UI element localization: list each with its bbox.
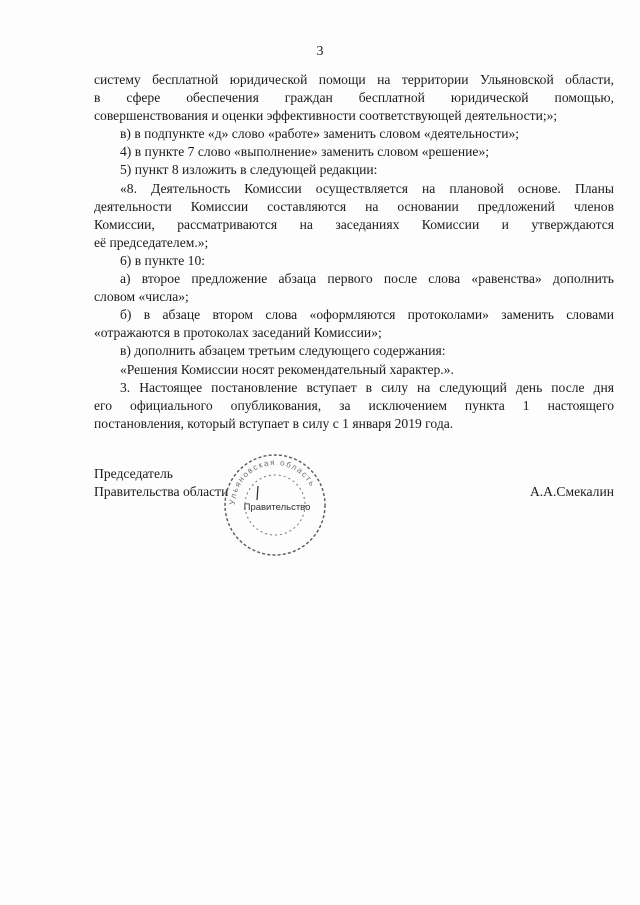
body-line: её председателем.»; — [94, 234, 209, 250]
signature-block — [94, 465, 614, 501]
document-body — [94, 71, 614, 433]
body-line: б) в абзаце втором слова «оформляются протоколами» заменить словами — [120, 307, 614, 323]
body-line: 5) пункт 8 изложить в следующей редакции: — [120, 162, 378, 178]
seal-ring-text: Ульяновская область — [227, 457, 318, 506]
official-seal — [220, 450, 330, 560]
body-line: 3. Настоящее постановление вступает в силу на следующий день после дня — [120, 379, 614, 395]
body-line: словом «числа»; — [94, 289, 189, 305]
page-number: 3 — [316, 44, 324, 59]
body-line: в сфере обеспечения граждан бесплатной юридической помощью, — [94, 90, 614, 106]
signer-position-line1: Председатель — [94, 466, 173, 481]
body-line: деятельности Комиссии составляются на основании предложений членов — [94, 198, 614, 214]
body-line: в) в подпункте «д» слово «работе» заменить словом «деятельности»; — [120, 126, 520, 142]
body-line: «Решения Комиссии носят рекомендательный характер.». — [120, 361, 454, 377]
body-line: в) дополнить абзацем третьим следующего содержания: — [120, 343, 446, 359]
seal-center-text: Правительство — [243, 502, 311, 513]
seal-stamp-icon — [220, 450, 330, 560]
body-line: постановления, который вступает в силу с 1 января 2019 года. — [94, 415, 454, 431]
body-line: совершенствования и оценки эффективности соответствующей деятельности;»; — [94, 108, 558, 124]
body-line: Комиссии, рассматриваются на заседаниях Комиссии и утверждаются — [94, 216, 614, 232]
body-line: 4) в пункте 7 слово «выполнение» заменить словом «решение»; — [120, 144, 490, 160]
signer-name: А.А.Смекалин — [529, 484, 614, 499]
body-line: 6) в пункте 10: — [120, 252, 206, 268]
body-line: «8. Деятельность Комиссии осуществляется на плановой основе. Планы — [120, 180, 614, 196]
signer-position-line2: Правительства области — [94, 484, 229, 499]
body-line: а) второе предложение абзаца первого после слова «равенства» дополнить — [120, 271, 614, 287]
body-line: «отражаются в протоколах заседаний Комиссии»; — [94, 325, 382, 341]
body-line: его официального опубликования, за исключением пункта 1 настоящего — [94, 397, 614, 413]
body-line: систему бесплатной юридической помощи на территории Ульяновской области, — [94, 72, 614, 87]
